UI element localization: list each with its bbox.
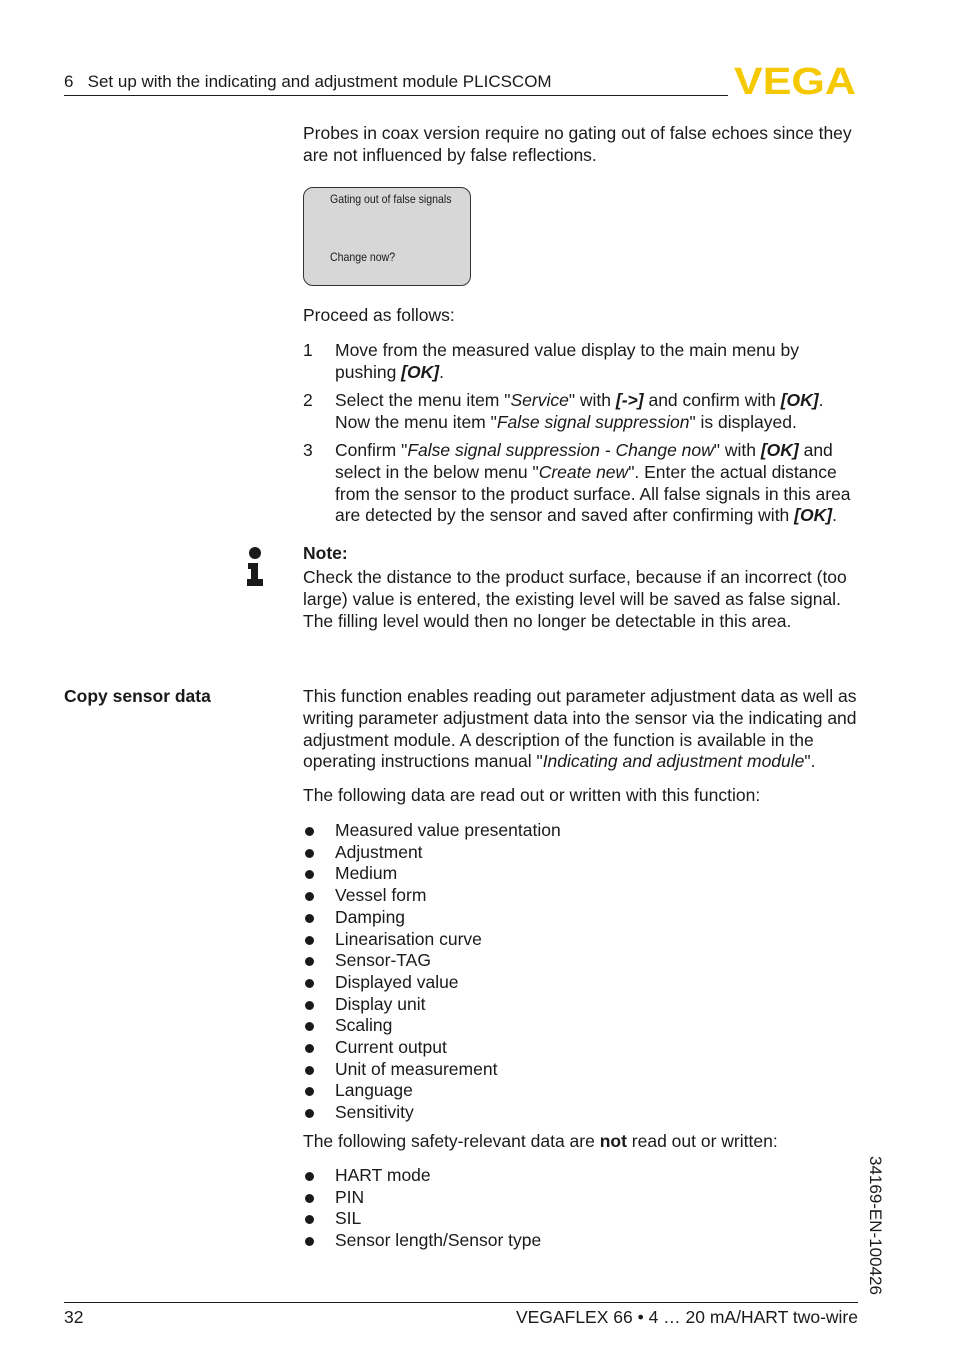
bullet-icon <box>305 827 314 836</box>
vega-logo <box>734 62 858 98</box>
data-list-item: Sensor-TAG <box>335 950 431 971</box>
note-text: Check the distance to the product surface, because if an incorrect (too large) value is entered, the existing level will be saved as false signal. The filling level would then no longer be detectable in this area. <box>303 567 847 631</box>
safety-list-item: Sensor length/Sensor type <box>335 1230 542 1251</box>
step-number: 1 <box>303 340 313 360</box>
safety-list-item: HART mode <box>335 1165 431 1185</box>
step-number: 3 <box>303 440 313 460</box>
display-line-2: Change now? <box>330 250 396 264</box>
step-part: ". Enter the actual distance from the sensor to the product surface. All false signals in this area are detected by the sensor and saved after confirming with <box>335 461 851 526</box>
copy-paragraph <box>303 686 859 773</box>
data-list-item: Medium <box>335 863 398 884</box>
safety-list-item: SIL <box>335 1208 362 1229</box>
step-text <box>335 440 859 527</box>
data-list-item: Current output <box>335 1037 447 1057</box>
page-number: 32 <box>64 1307 84 1327</box>
step-part: . Now the menu item " <box>335 390 824 432</box>
logo-text: VEGA <box>734 62 856 98</box>
step-part: . <box>832 505 837 526</box>
safety-intro-part: read out or written: <box>626 1131 778 1151</box>
bullet-icon <box>305 1087 314 1096</box>
step-number: 2 <box>303 390 313 410</box>
step-text <box>335 340 859 384</box>
safety-intro-part: not <box>599 1131 627 1151</box>
bullet-icon <box>305 1044 314 1053</box>
bullet-icon <box>305 849 314 858</box>
info-icon <box>246 546 264 588</box>
step-part: [OK] <box>760 440 799 460</box>
step-part: [OK] <box>780 390 819 410</box>
intro-paragraph: Probes in coax version require no gating out of false echoes since they are not influenced by false reflections. <box>303 123 852 165</box>
header-rule <box>64 95 728 96</box>
display-screen <box>303 187 471 286</box>
step-part: [->] <box>615 390 644 410</box>
safety-intro-part: The following safety-relevant data are <box>303 1131 600 1151</box>
data-list-item: Linearisation curve <box>335 928 482 949</box>
step-part: . <box>439 361 444 382</box>
data-list-item: Displayed value <box>335 971 459 992</box>
copy-part: ". <box>804 751 816 772</box>
document-number: 34169-EN-100426 <box>866 1156 885 1295</box>
step-part: and select in the below menu " <box>335 440 833 482</box>
data-list-item: Adjustment <box>335 841 423 862</box>
bullet-icon <box>305 936 314 945</box>
bullet-icon <box>305 1001 314 1010</box>
bullet-icon <box>305 979 314 988</box>
bullet-icon <box>305 1109 314 1118</box>
bullet-icon <box>305 914 314 923</box>
data-list-item: Display unit <box>335 993 426 1014</box>
proceed-text: Proceed as follows: <box>303 305 455 325</box>
data-list-item: Unit of measurement <box>335 1058 498 1079</box>
header-section-title: 6 Set up with the indicating and adjustment module PLICSCOM <box>64 72 552 91</box>
step-part: Service <box>510 390 569 410</box>
data-list-item: Vessel form <box>335 885 427 906</box>
list-intro: The following data are read out or written with this function: <box>303 785 761 805</box>
bullet-icon <box>305 1066 314 1075</box>
step-part: False signal suppression - Change now <box>407 440 714 460</box>
footer-title: VEGAFLEX 66 • 4 … 20 mA/HART two-wire <box>516 1307 858 1327</box>
step-part: and confirm with <box>643 390 781 410</box>
step-part: Move from the measured value display to the main menu by pushing <box>335 340 799 382</box>
data-list-item: Language <box>335 1080 413 1101</box>
data-list-item: Sensitivity <box>335 1102 414 1123</box>
step-part: [OK] <box>794 505 833 526</box>
data-list-item: Scaling <box>335 1015 393 1036</box>
copy-part: This function enables reading out parameter adjustment data as well as writing parameter adjustment data into the sensor via the indicating and adjustment module. A description of the function is available in the operating instructions manual " <box>303 686 857 772</box>
display-line-1: Gating out of false signals <box>330 192 452 206</box>
step-part: " with <box>568 390 616 410</box>
bullet-icon <box>305 1022 314 1031</box>
bullet-icon <box>305 870 314 879</box>
step-part: " with <box>713 440 761 460</box>
footer-rule <box>64 1302 858 1303</box>
bullet-icon <box>305 1215 314 1224</box>
safety-list-item: PIN <box>335 1186 365 1207</box>
bullet-icon <box>305 892 314 901</box>
bullet-icon <box>305 1237 314 1246</box>
safety-intro <box>303 1131 859 1153</box>
step-part: " is displayed. <box>689 411 797 432</box>
step-part: Create new <box>538 461 629 482</box>
bullet-icon <box>305 957 314 966</box>
note-title: Note: <box>303 543 348 563</box>
bullet-icon <box>305 1172 314 1181</box>
step-part: Confirm " <box>335 440 408 460</box>
step-part: Select the menu item " <box>335 390 511 410</box>
copy-part: Indicating and adjustment module <box>542 751 805 772</box>
data-list-item: Damping <box>335 906 406 927</box>
step-part: False signal suppression <box>496 411 690 432</box>
bullet-icon <box>305 1194 314 1203</box>
data-list-item: Measured value presentation <box>335 820 561 840</box>
step-text <box>335 390 859 434</box>
section-heading: Copy sensor data <box>64 686 211 706</box>
step-part: [OK] <box>401 361 440 382</box>
